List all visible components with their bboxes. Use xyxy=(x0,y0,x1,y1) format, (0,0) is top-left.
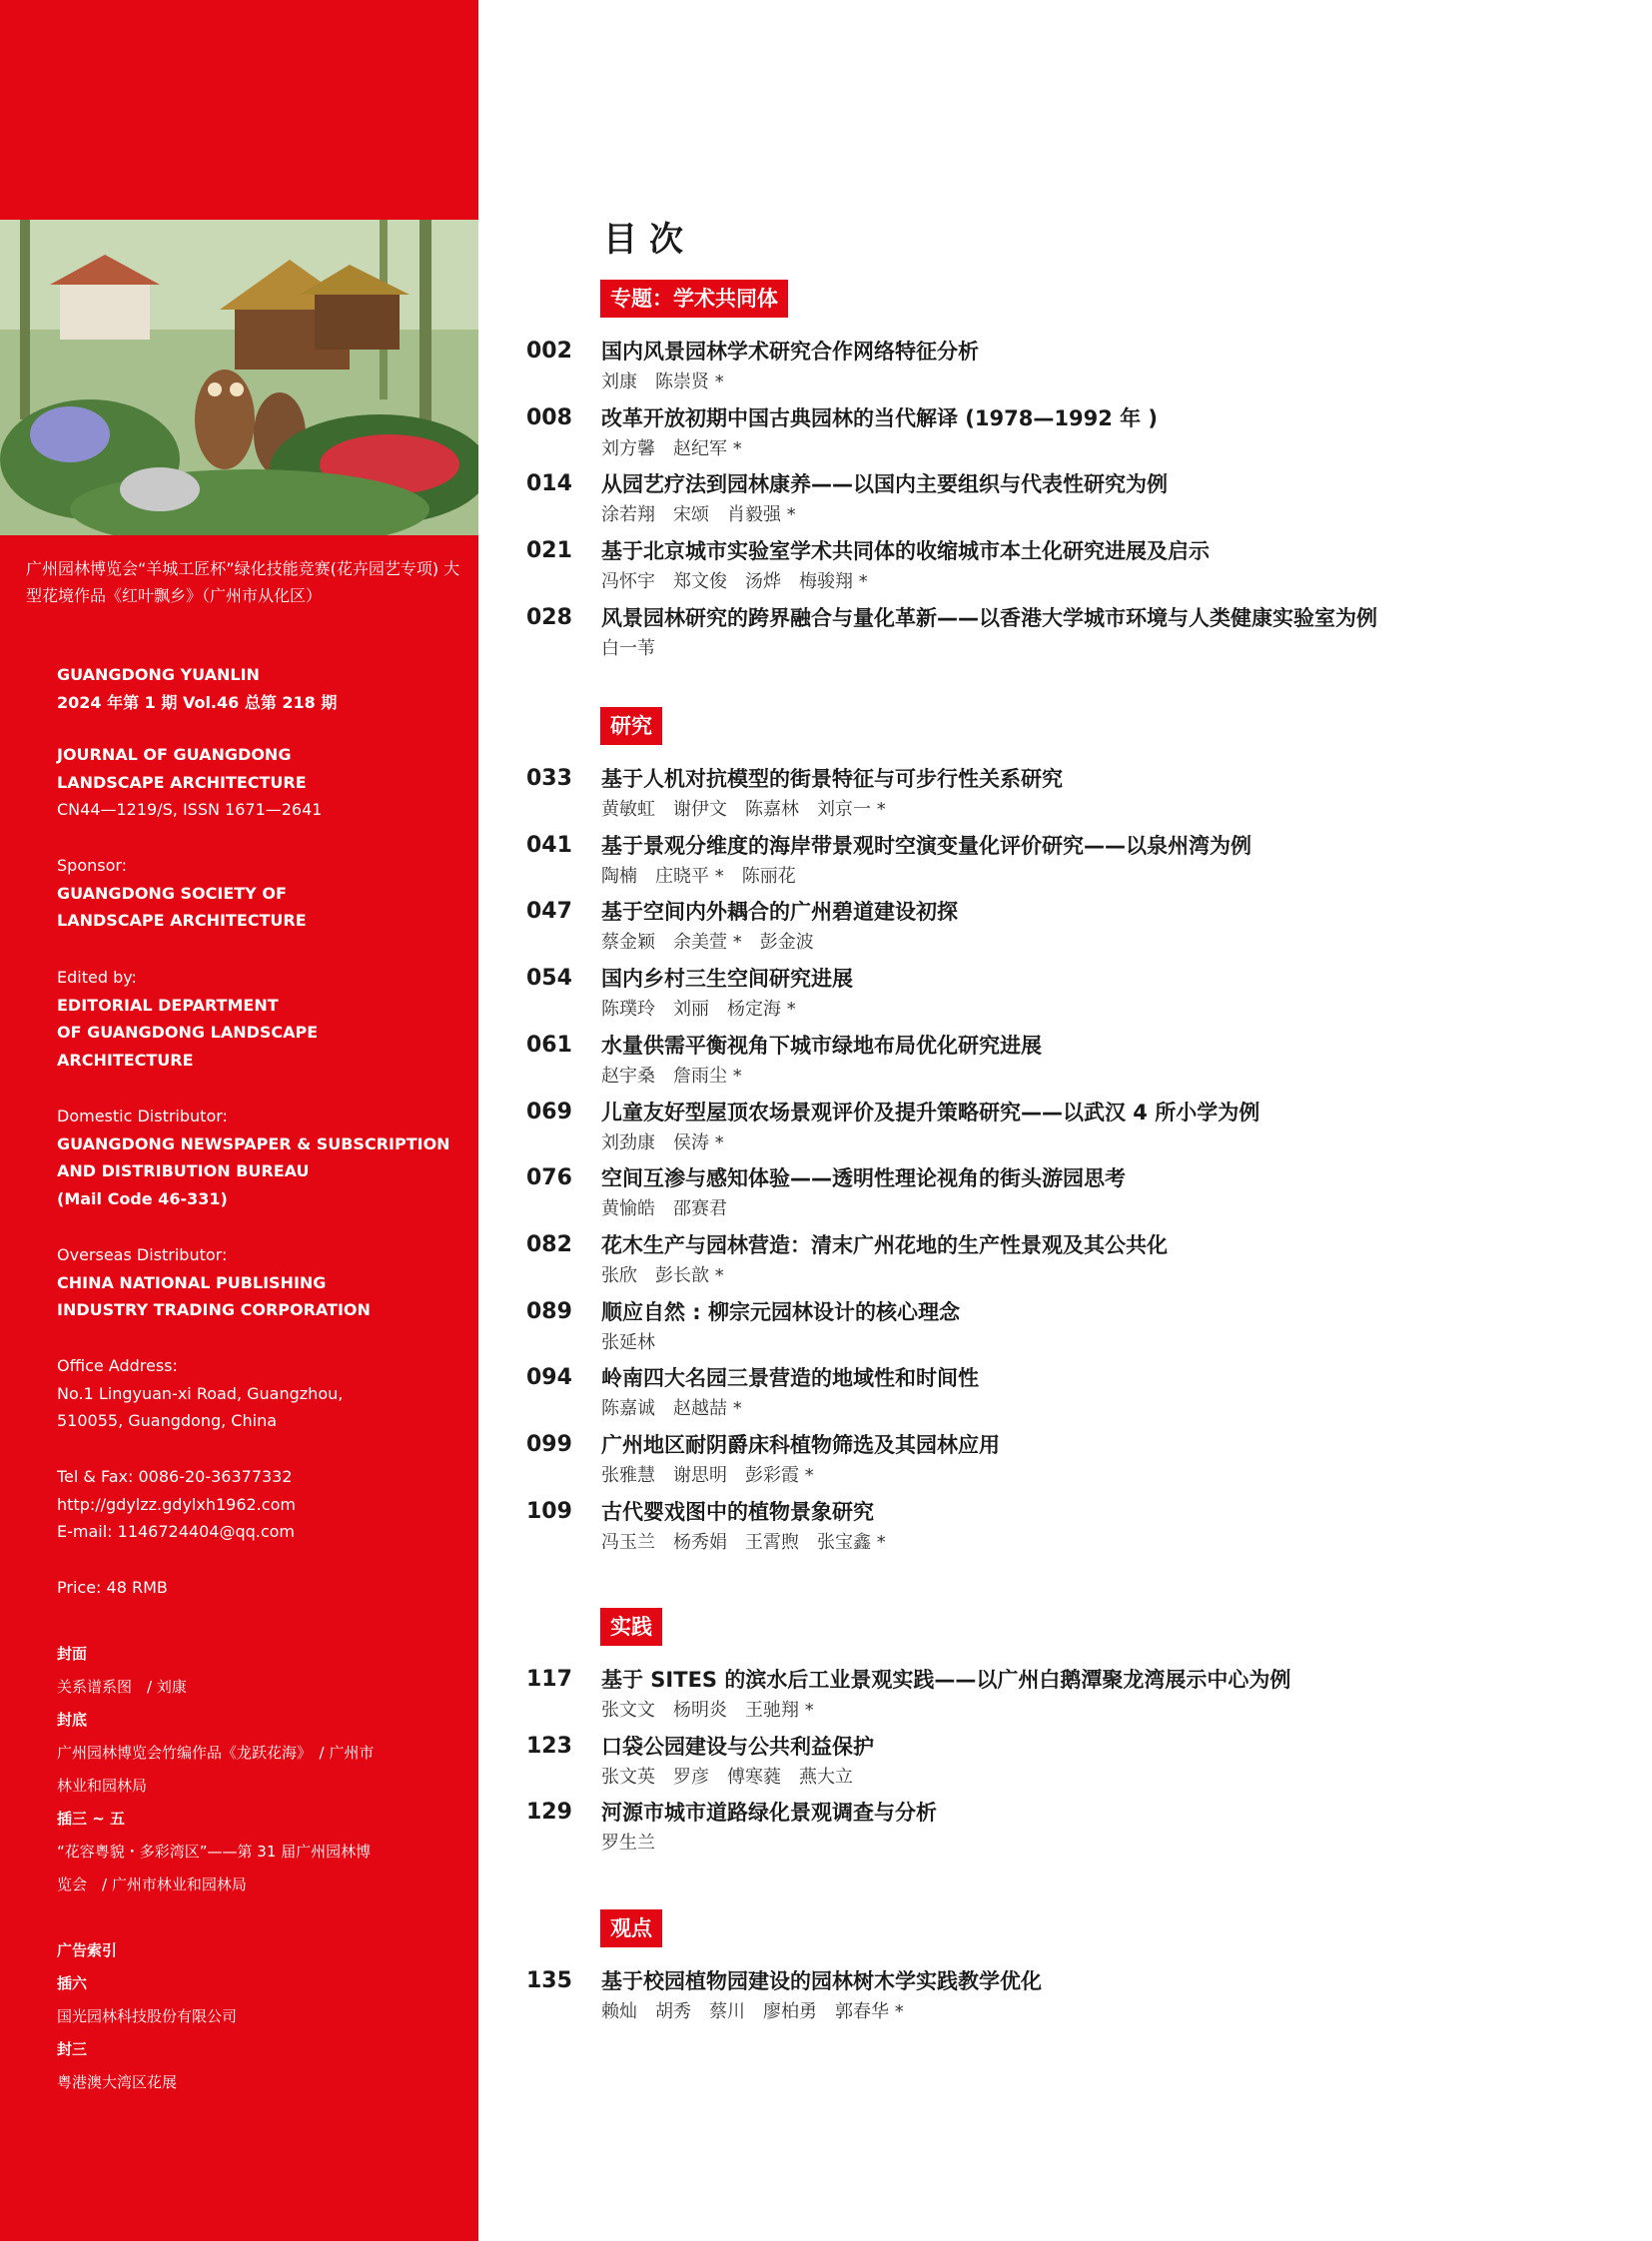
entry-page-number: 135 xyxy=(526,1968,572,1993)
entry-page-number: 076 xyxy=(526,1165,572,1191)
sponsor-line-1: GUANGDONG SOCIETY OF xyxy=(57,883,287,903)
entry-authors: 蔡金颖 余美萱 * 彭金波 xyxy=(601,932,814,954)
tel-fax: Tel & Fax: 0086-20-36377332 xyxy=(57,1467,293,1486)
cover-photo xyxy=(0,220,478,535)
overseas-line-1: CHINA NATIONAL PUBLISHING xyxy=(57,1272,327,1292)
email-link[interactable]: E-mail: 1146724404@qq.com xyxy=(57,1522,296,1542)
entry-title[interactable]: 国内乡村三生空间研究进展 xyxy=(601,967,853,992)
entry-title[interactable]: 基于校园植物园建设的园林树木学实践教学优化 xyxy=(601,1969,1042,1993)
entry-page-number: 123 xyxy=(526,1733,572,1759)
domestic-label: Domestic Distributor: xyxy=(57,1107,228,1125)
entry-title[interactable]: 空间互渗与感知体验——透明性理论视角的街头游园思考 xyxy=(601,1166,1126,1191)
sponsor-block xyxy=(57,852,466,935)
entry-title[interactable]: 从园艺疗法到园林康养——以国内主要组织与代表性研究为例 xyxy=(601,472,1168,497)
entry-title[interactable]: 基于景观分维度的海岸带景观时空演变量化评价研究——以泉州湾为例 xyxy=(601,833,1251,858)
back-cover-heading: 封底 xyxy=(57,1711,88,1729)
entry-authors: 赖灿 胡秀 蔡川 廖柏勇 郭春华 * xyxy=(601,2001,904,2022)
entry-authors: 陈嘉诚 赵越喆 * xyxy=(601,1398,742,1420)
entry-authors: 张文文 杨明炎 王驰翔 * xyxy=(601,1700,814,1721)
entry-page-number: 054 xyxy=(526,966,572,992)
section-label: 实践 xyxy=(600,1608,662,1646)
price-block xyxy=(57,1574,466,1602)
domestic-line-3: (Mail Code 46-331) xyxy=(57,1188,228,1208)
cover-credit: 关系谱系图 / 刘康 xyxy=(57,1678,187,1696)
entry-page-number: 069 xyxy=(526,1099,572,1124)
insert-credit-1: “花容粤貌・多彩湾区”——第 31 届广州园林博 xyxy=(57,1843,372,1861)
entry-authors: 罗生兰 xyxy=(601,1833,655,1855)
entry-page-number: 082 xyxy=(526,1231,572,1257)
entry-title[interactable]: 基于北京城市实验室学术共同体的收缩城市本土化研究进展及启示 xyxy=(601,539,1210,564)
entry-title[interactable]: 风景园林研究的跨界融合与量化革新——以香港大学城市环境与人类健康实验室为例 xyxy=(601,605,1377,630)
sponsor-label: Sponsor: xyxy=(57,856,128,875)
entry-title[interactable]: 水量供需平衡视角下城市绿地布局优化研究进展 xyxy=(601,1033,1042,1058)
entry-title[interactable]: 儿童友好型屋顶农场景观评价及提升策略研究——以武汉 4 所小学为例 xyxy=(601,1100,1260,1124)
contact-block xyxy=(57,1463,466,1546)
ad-insert6-heading: 插六 xyxy=(57,1974,88,1992)
overseas-label: Overseas Distributor: xyxy=(57,1245,228,1264)
office-line-1: No.1 Lingyuan-xi Road, Guangzhou, xyxy=(57,1383,344,1403)
journal-name: GUANGDONG YUANLIN xyxy=(57,665,260,684)
entry-title[interactable]: 顺应自然 : 柳宗元园林设计的核心理念 xyxy=(601,1299,961,1324)
entry-authors: 黄敏虹 谢伊文 陈嘉林 刘京一 * xyxy=(601,799,886,820)
entry-authors: 刘劲康 侯涛 * xyxy=(601,1131,724,1153)
entry-page-number: 021 xyxy=(526,538,572,564)
entry-page-number: 028 xyxy=(526,604,572,630)
domestic-line-2: AND DISTRIBUTION BUREAU xyxy=(57,1161,310,1181)
overseas-line-2: INDUSTRY TRADING CORPORATION xyxy=(57,1300,371,1320)
price: Price: 48 RMB xyxy=(57,1578,168,1597)
entry-page-number: 089 xyxy=(526,1298,572,1324)
office-line-2: 510055, Guangdong, China xyxy=(57,1411,278,1431)
entry-page-number: 109 xyxy=(526,1498,572,1524)
entry-title[interactable]: 改革开放初期中国古典园林的当代解译 (1978—1992 年 ) xyxy=(601,405,1159,430)
entry-title[interactable]: 花木生产与园林营造：清末广州花地的生产性景观及其公共化 xyxy=(601,1232,1168,1257)
entry-authors: 陈璞玲 刘丽 杨定海 * xyxy=(601,999,796,1021)
entry-page-number: 014 xyxy=(526,471,572,497)
entry-title[interactable]: 基于 SITES 的滨水后工业景观实践——以广州白鹅潭聚龙湾展示中心为例 xyxy=(601,1668,1291,1692)
entry-authors: 张雅慧 谢思明 彭彩霞 * xyxy=(601,1465,814,1486)
edited-line-1: EDITORIAL DEPARTMENT xyxy=(57,995,279,1015)
cover-heading: 封面 xyxy=(57,1645,88,1663)
entry-authors: 张延林 xyxy=(601,1331,655,1353)
domestic-distributor-block xyxy=(57,1103,466,1212)
entry-page-number: 047 xyxy=(526,899,572,925)
editor-block xyxy=(57,964,466,1074)
entry-authors: 冯怀宇 郑文俊 汤烨 梅骏翔 * xyxy=(601,571,868,593)
ad-index xyxy=(57,1934,436,2099)
entry-authors: 黄愉皓 邵赛君 xyxy=(601,1198,727,1220)
entry-page-number: 002 xyxy=(526,339,572,364)
website-link[interactable]: http://gdylzz.gdylxh1962.com xyxy=(57,1494,296,1514)
section-label: 专题：学术共同体 xyxy=(600,280,788,318)
entry-title[interactable]: 河源市城市道路绿化景观调查与分析 xyxy=(601,1801,937,1826)
overseas-distributor-block xyxy=(57,1241,466,1324)
entry-title[interactable]: 广州地区耐阴爵床科植物筛选及其园林应用 xyxy=(601,1433,1000,1457)
entry-title[interactable]: 口袋公园建设与公共利益保护 xyxy=(601,1734,874,1759)
journal-english-title xyxy=(57,741,466,824)
garden-photo-illustration xyxy=(0,220,478,535)
journal-info xyxy=(57,661,466,716)
entry-page-number: 061 xyxy=(526,1032,572,1058)
entry-authors: 涂若翔 宋颂 肖毅强 * xyxy=(601,504,796,526)
journal-en-line-1: JOURNAL OF GUANGDONG xyxy=(57,745,292,764)
edited-line-2: OF GUANGDONG LANDSCAPE xyxy=(57,1023,319,1043)
entry-page-number: 041 xyxy=(526,832,572,858)
entry-authors: 冯玉兰 杨秀娟 王霄煦 张宝鑫 * xyxy=(601,1531,886,1553)
cover-photo-caption: 广州园林博览会“羊城工匠杯”绿化技能竞赛(花卉园艺专项) 大型花境作品《红叶飘乡》（广州市从化区） xyxy=(26,559,460,605)
entry-authors: 张欣 彭长歆 * xyxy=(601,1264,724,1286)
entry-authors: 张文英 罗彦 傅寒蕤 燕大立 xyxy=(601,1766,853,1788)
entry-title[interactable]: 基于空间内外耦合的广州碧道建设初探 xyxy=(601,900,958,925)
back-cover-credit-2: 林业和园林局 xyxy=(57,1777,148,1795)
insert-credit-2: 览会 / 广州市林业和园林局 xyxy=(57,1875,247,1893)
entry-title[interactable]: 基于人机对抗模型的街景特征与可步行性关系研究 xyxy=(601,767,1063,791)
back-cover-credit-1: 广州园林博览会竹编作品《龙跃花海》 / 广州市 xyxy=(57,1744,375,1762)
sponsor-line-2: LANDSCAPE ARCHITECTURE xyxy=(57,911,307,931)
section-label: 观点 xyxy=(600,1909,662,1947)
sidebar xyxy=(0,0,478,2241)
entry-authors: 陶楠 庄晓平 * 陈丽花 xyxy=(601,865,796,887)
ad-insert6-text: 国光园林科技股份有限公司 xyxy=(57,2007,238,2025)
issue-info: 2024 年第 1 期 Vol.46 总第 218 期 xyxy=(57,692,338,712)
entry-authors: 刘方馨 赵纪军 * xyxy=(601,437,742,459)
cover-credits xyxy=(57,1638,436,1901)
domestic-line-1: GUANGDONG NEWSPAPER & SUBSCRIPTION xyxy=(57,1133,450,1153)
ad-index-heading: 广告索引 xyxy=(57,1941,118,1959)
section-label: 研究 xyxy=(600,707,662,745)
entry-authors: 赵宇桑 詹雨尘 * xyxy=(601,1065,742,1087)
entry-authors: 白一苇 xyxy=(601,637,655,659)
entry-page-number: 033 xyxy=(526,766,572,791)
entry-page-number: 094 xyxy=(526,1365,572,1391)
entry-authors: 刘康 陈崇贤 * xyxy=(601,372,724,392)
edited-line-3: ARCHITECTURE xyxy=(57,1050,194,1070)
office-label: Office Address: xyxy=(57,1356,178,1375)
entry-title[interactable]: 国内风景园林学术研究合作网络特征分析 xyxy=(601,340,979,364)
office-address-block xyxy=(57,1352,466,1435)
ad-back3-heading: 封三 xyxy=(57,2040,88,2058)
cn-issn: CN44—1219/S, ISSN 1671—2641 xyxy=(57,800,323,820)
insert-heading: 插三 ~ 五 xyxy=(57,1810,126,1828)
entry-title[interactable]: 古代婴戏图中的植物景象研究 xyxy=(601,1499,874,1524)
entry-title[interactable]: 岭南四大名园三景营造的地域性和时间性 xyxy=(601,1366,979,1391)
table-of-contents xyxy=(478,0,1652,2241)
edited-label: Edited by: xyxy=(57,968,137,987)
ad-back3-text: 粤港澳大湾区花展 xyxy=(57,2073,178,2091)
toc-title: 目次 xyxy=(603,220,695,260)
entry-page-number: 117 xyxy=(526,1667,572,1692)
journal-en-line-2: LANDSCAPE ARCHITECTURE xyxy=(57,772,307,792)
entry-page-number: 008 xyxy=(526,404,572,430)
entry-page-number: 129 xyxy=(526,1800,572,1826)
entry-page-number: 099 xyxy=(526,1432,572,1457)
